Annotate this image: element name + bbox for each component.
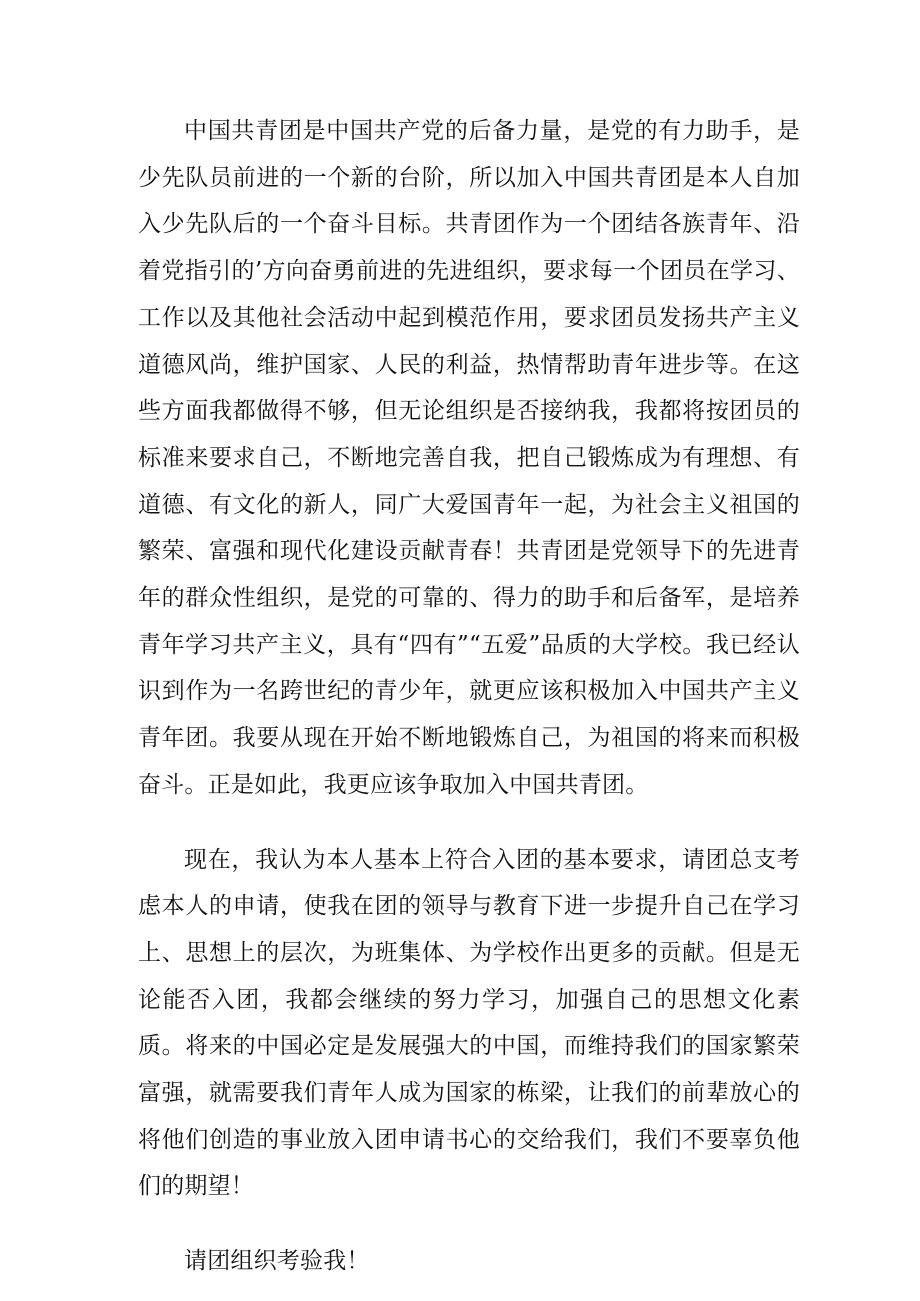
- document-body: [138, 108, 800, 1285]
- paragraph-1: 中国共青团是中国共产党的后备力量，是党的有力助手，是少先队员前进的一个新的台阶，所以加入中国共青团是本人自加入少先队后的一个奋斗目标。共青团作为一个团结各族青年、沿着党指引的’方向奋勇前进的先进组织，要求每一个团员在学习、工作以及其他社会活动中起到模范作用，要求团员发扬共产主义道德风尚，维护国家、人民的利益，热情帮助青年进步等。在这些方面我都做得不够，但无论组织是否接纳我，我都将按团员的标准来要求自己，不断地完善自我，把自己锻炼成为有理想、有道德、有文化的新人，同广大爱国青年一起，为社会主义祖国的繁荣、富强和现代化建设贡献青春！共青团是党领导下的先进青年的群众性组织，是党的可靠的、得力的助手和后备军，是培养青年学习共产主义，具有“四有”“五爱”品质的大学校。我已经认识到作为一名跨世纪的青少年，就更应该积极加入中国共产主义青年团。我要从现在开始不断地锻炼自己，为祖国的将来而积极奋斗。正是如此，我更应该争取加入中国共青团。: [138, 118, 800, 798]
- paragraph-3: 请团组织考验我！: [184, 1248, 370, 1275]
- paragraph-2: 现在，我认为本人基本上符合入团的基本要求，请团总支考虑本人的申请，使我在团的领导与教育下进一步提升自己在学习上、思想上的层次，为班集体、为学校作出更多的贡献。但是无论能否入团，我都会继续的努力学习，加强自己的思想文化素质。将来的中国必定是发展强大的中国，而维持我们的国家繁荣富强，就需要我们青年人成为国家的栋梁，让我们的前辈放心的将他们创造的事业放入团申请书心的交给我们，我们不要辜负他们的期望！: [138, 846, 800, 1200]
